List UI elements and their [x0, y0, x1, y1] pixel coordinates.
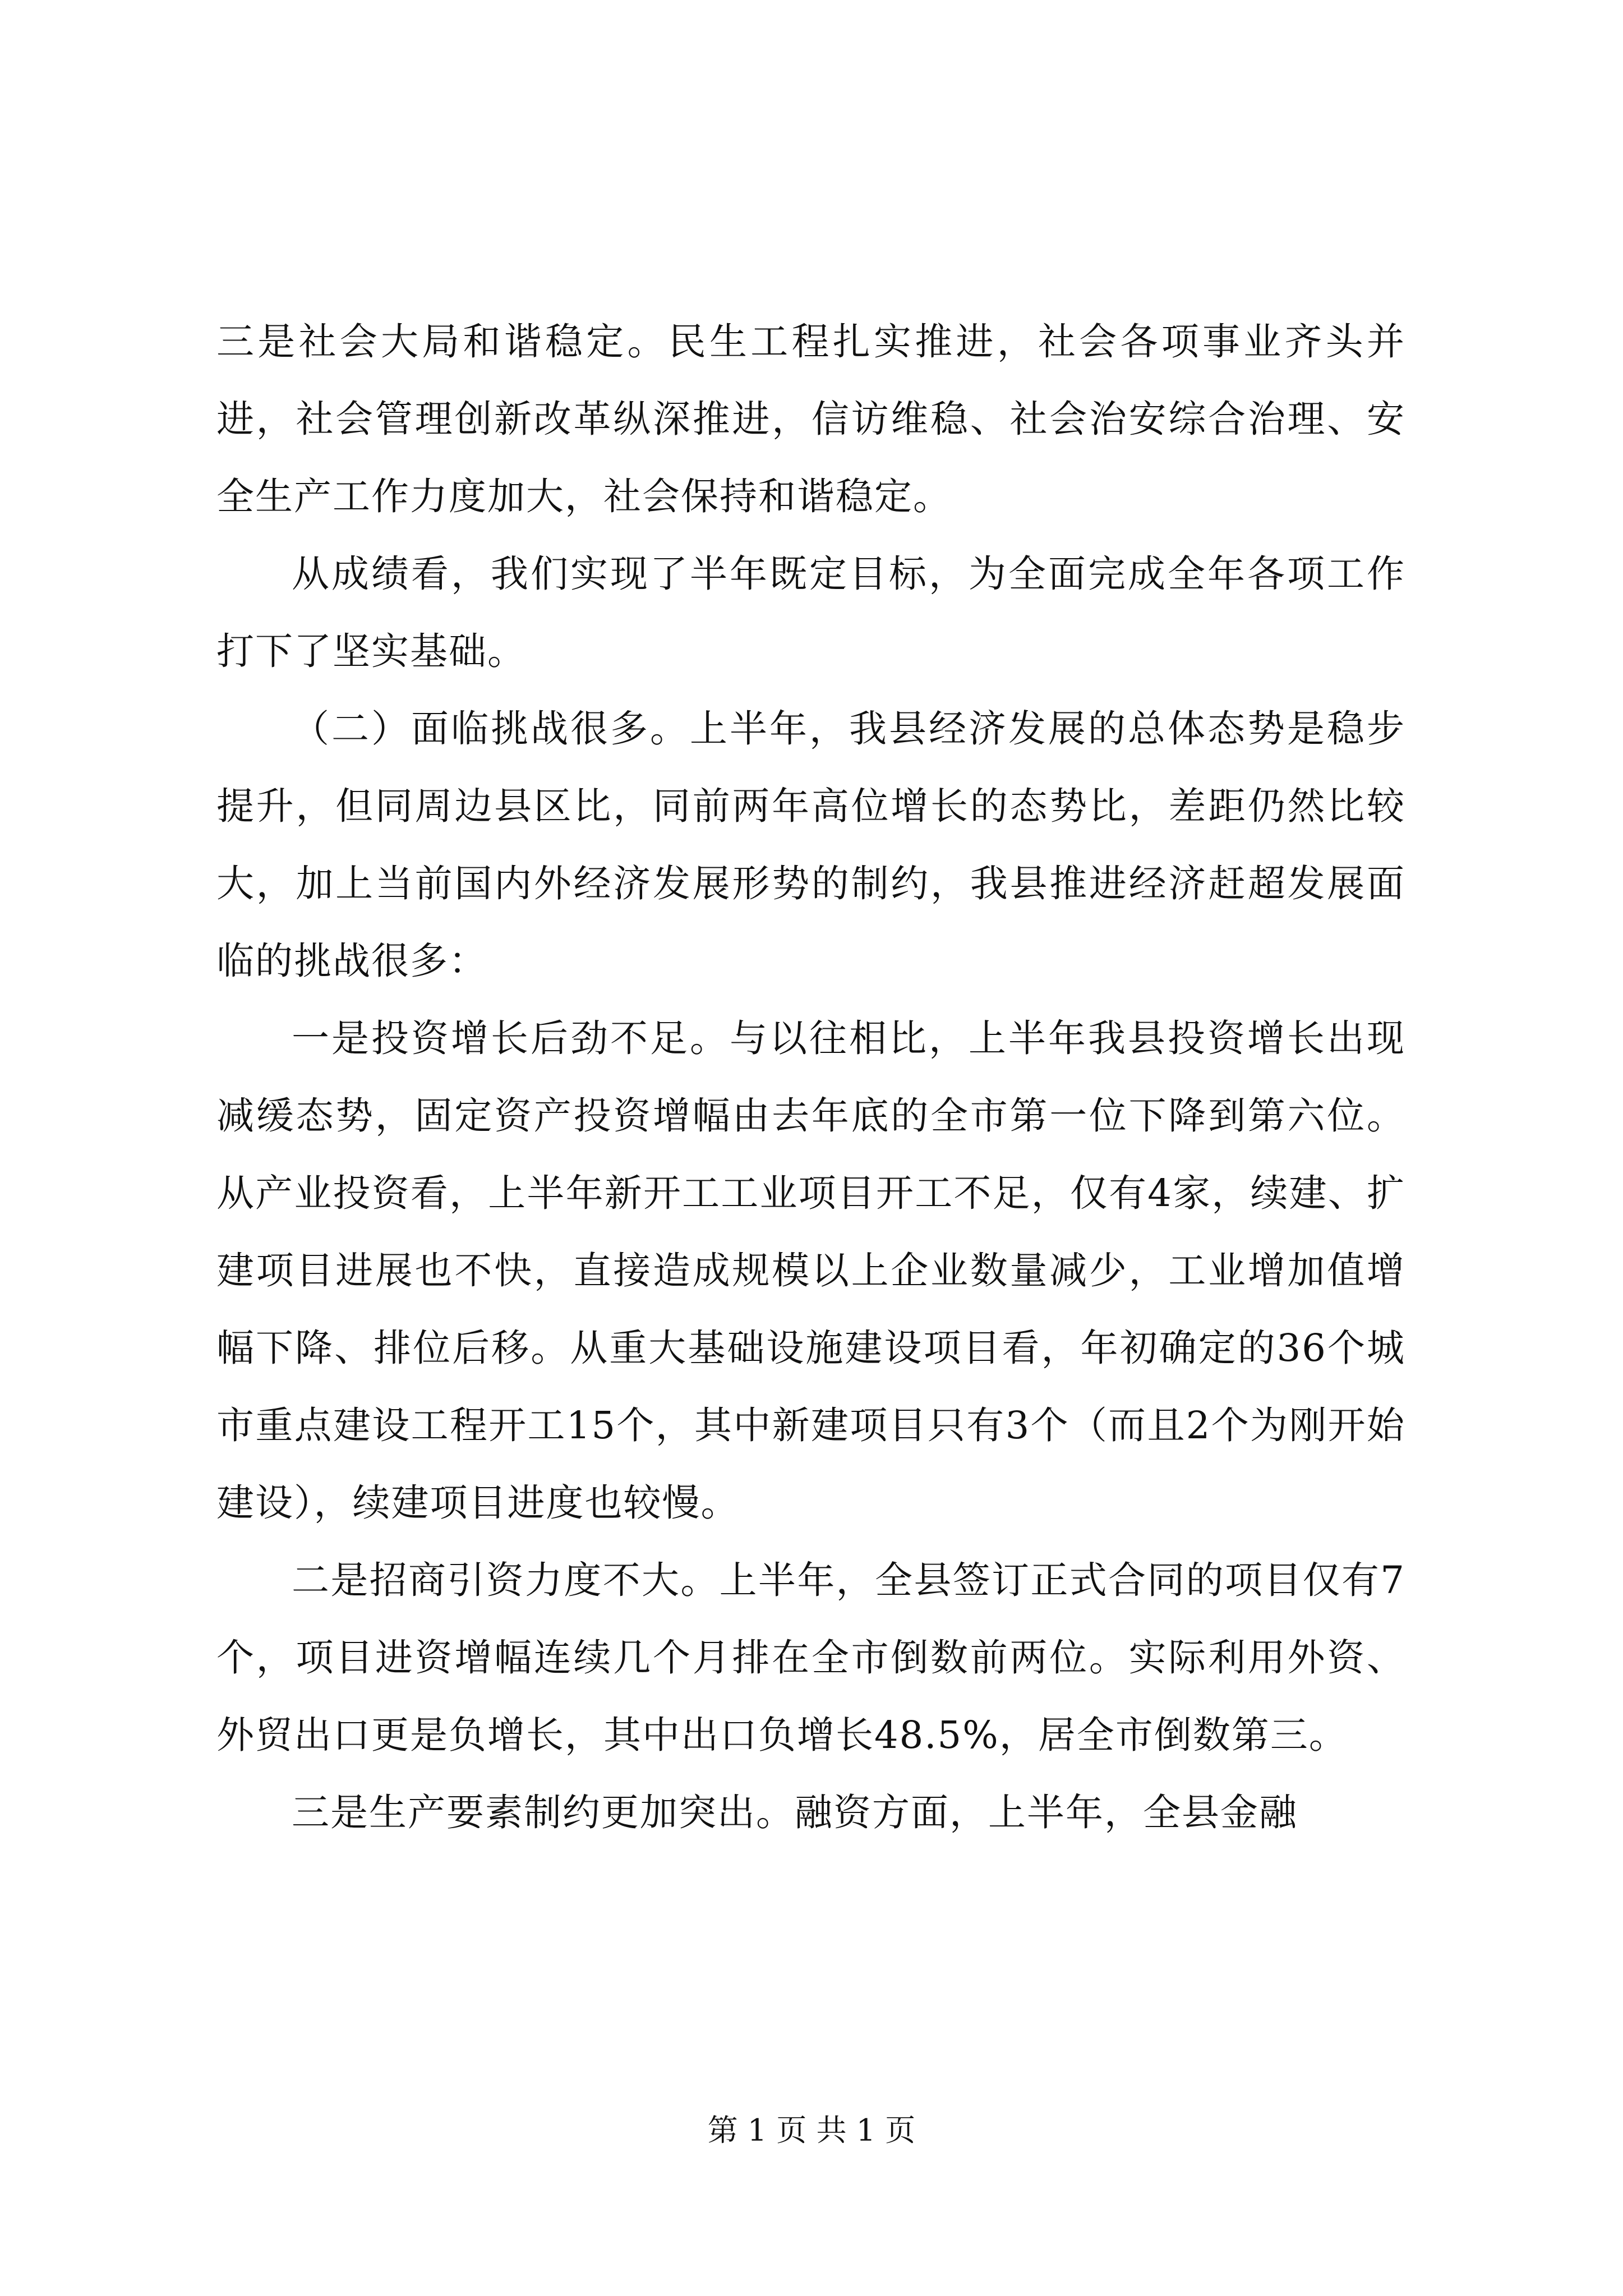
paragraph-attract-investment: 二是招商引资力度不大。上半年，全县签订正式合同的项目仅有7个，项目进资增幅连续几个月排在全市倒数前两位。实际利用外资、外贸出口更是负增长，其中出口负增长48.5%，居全市倒数第三。	[216, 1558, 1405, 1757]
paragraph-social-stability: 三是社会大局和谐稳定。民生工程扎实推进，社会各项事业齐头并进，社会管理创新改革纵深推进，信访维稳、社会治安综合治理、安全生产工作力度加大，社会保持和谐稳定。	[216, 320, 1405, 518]
paragraph-achievements: 从成绩看，我们实现了半年既定目标，为全面完成全年各项工作打下了坚实基础。	[216, 552, 1405, 673]
document-body	[216, 303, 1405, 1851]
page-footer: 第 1 页 共 1 页	[707, 2113, 916, 2148]
paragraph-challenges: （二）面临挑战很多。上半年，我县经济发展的总体态势是稳步提升，但同周边县区比，同前两年高位增长的态势比，差距仍然比较大，加上当前国内外经济发展形势的制约，我县推进经济赶超发展面临的挑战很多：	[216, 707, 1405, 983]
paragraph-production-factors: 三是生产要素制约更加突出。融资方面，上半年，全县金融	[292, 1791, 1298, 1834]
paragraph-investment: 一是投资增长后劲不足。与以往相比，上半年我县投资增长出现减缓态势，固定资产投资增幅由去年底的全市第一位下降到第六位。从产业投资看，上半年新开工工业项目开工不足，仅有4家，续建、扩建项目进展也不快，直接造成规模以上企业数量减少，工业增加值增幅下降、排位后移。从重大基础设施建设项目看，年初确定的36个城市重点建设工程开工15个，其中新建项目只有3个（而且2个为刚开始建设），续建项目进度也较慢。	[216, 1016, 1405, 1525]
